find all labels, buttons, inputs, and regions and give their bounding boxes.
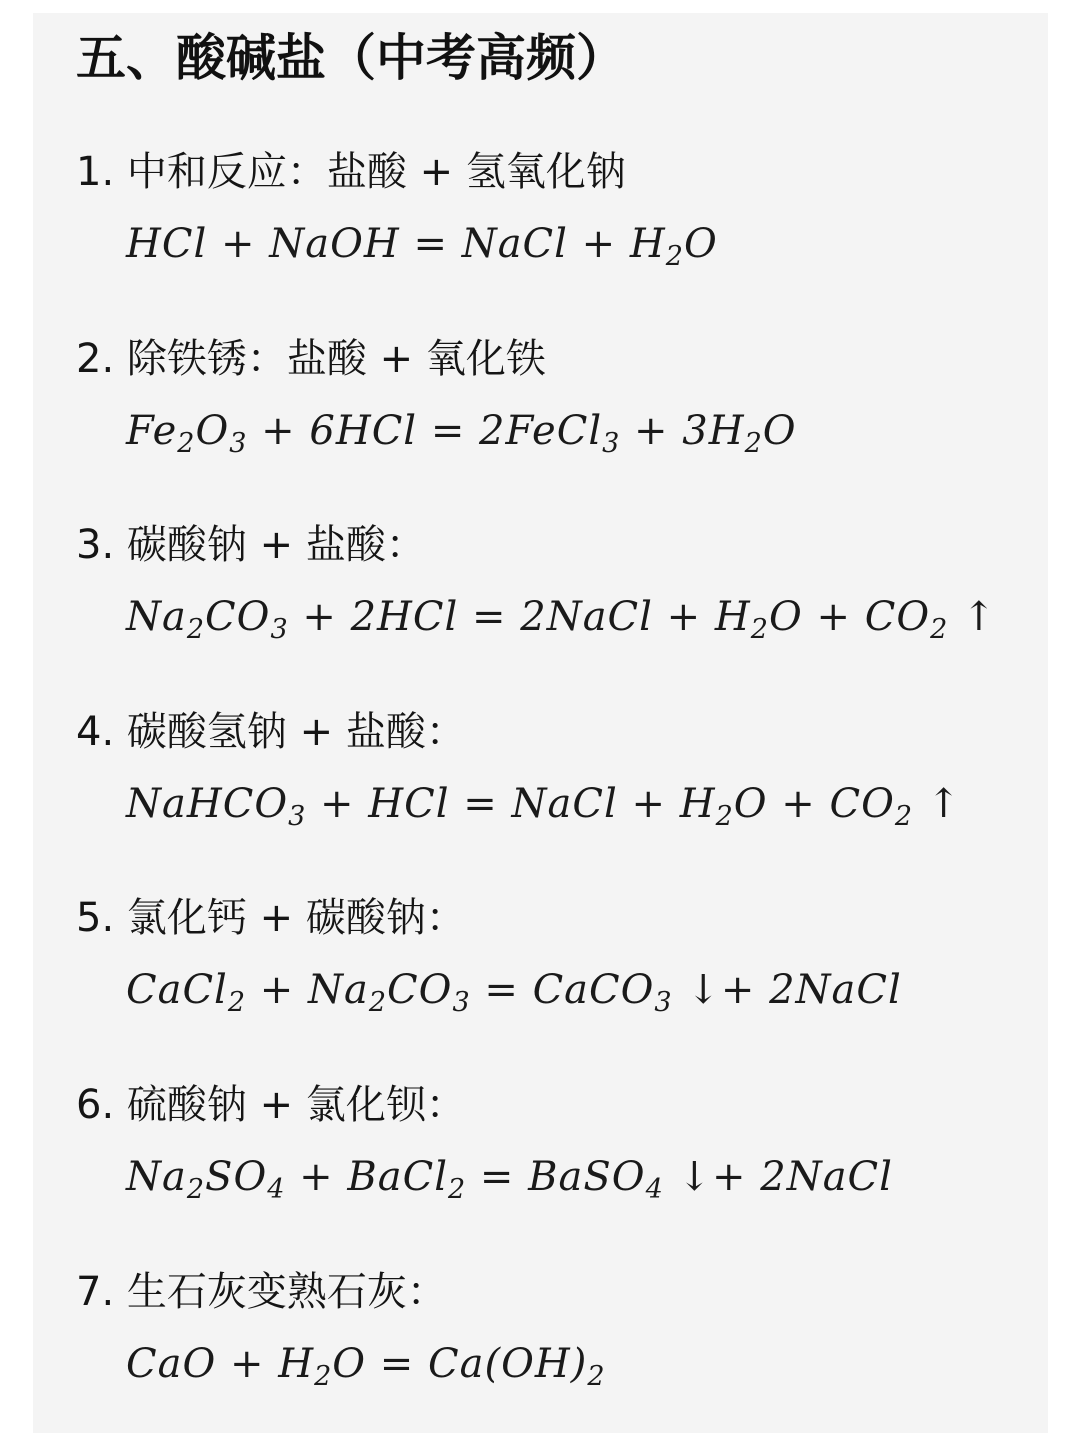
reaction-item-5: [76, 892, 902, 1016]
reaction-equation: CaO + $H_2O = Ca(OH)_2$: [126, 1341, 606, 1392]
reaction-item-4: [76, 706, 961, 830]
reaction-label: 4. 碳酸氢钠 + 盐酸：: [76, 709, 466, 755]
reaction-item-3: [76, 519, 997, 643]
reaction-equation: NaHCO$_3$ + HCl = NaCl + $H_2O + CO_2$ ↑: [126, 781, 962, 832]
reaction-equation: $Na_2CO_3 + 2HCl$ = 2NaCl + $H_2O + CO_2$ ↑: [126, 594, 997, 645]
reaction-equation: $Na_2SO_4$ + BaCl$_2$ = BaSO$_4$ ↓+ 2NaCl: [126, 1154, 893, 1205]
reaction-item-1: [76, 146, 718, 270]
reaction-item-2: [76, 333, 797, 457]
reaction-label: 3. 碳酸钠 + 盐酸：: [76, 522, 426, 568]
reaction-label: 7. 生石灰变熟石灰：: [76, 1269, 447, 1315]
reaction-equation: HCl + NaOH = NaCl + $H_2O$: [126, 221, 718, 272]
reaction-item-6: [76, 1079, 893, 1203]
reaction-label: 5. 氯化钙 + 碳酸钠：: [76, 895, 466, 941]
reaction-equation: $Fe_2O_3 + 6HCl$ = 2FeCl$_3$ + $3H_2O$: [126, 408, 797, 459]
section-title: 五、酸碱盐（中考高频）: [76, 29, 626, 87]
reaction-label: 1. 中和反应：盐酸 + 氢氧化钠: [76, 149, 626, 195]
reaction-label: 2. 除铁锈：盐酸 + 氧化铁: [76, 336, 546, 382]
reaction-label: 6. 硫酸钠 + 氯化钡：: [76, 1082, 466, 1128]
reaction-item-7: [76, 1266, 606, 1390]
reaction-equation: CaCl$_2$ + $Na_2CO_3$ = CaCO$_3$ ↓+ 2NaCl: [126, 967, 902, 1018]
